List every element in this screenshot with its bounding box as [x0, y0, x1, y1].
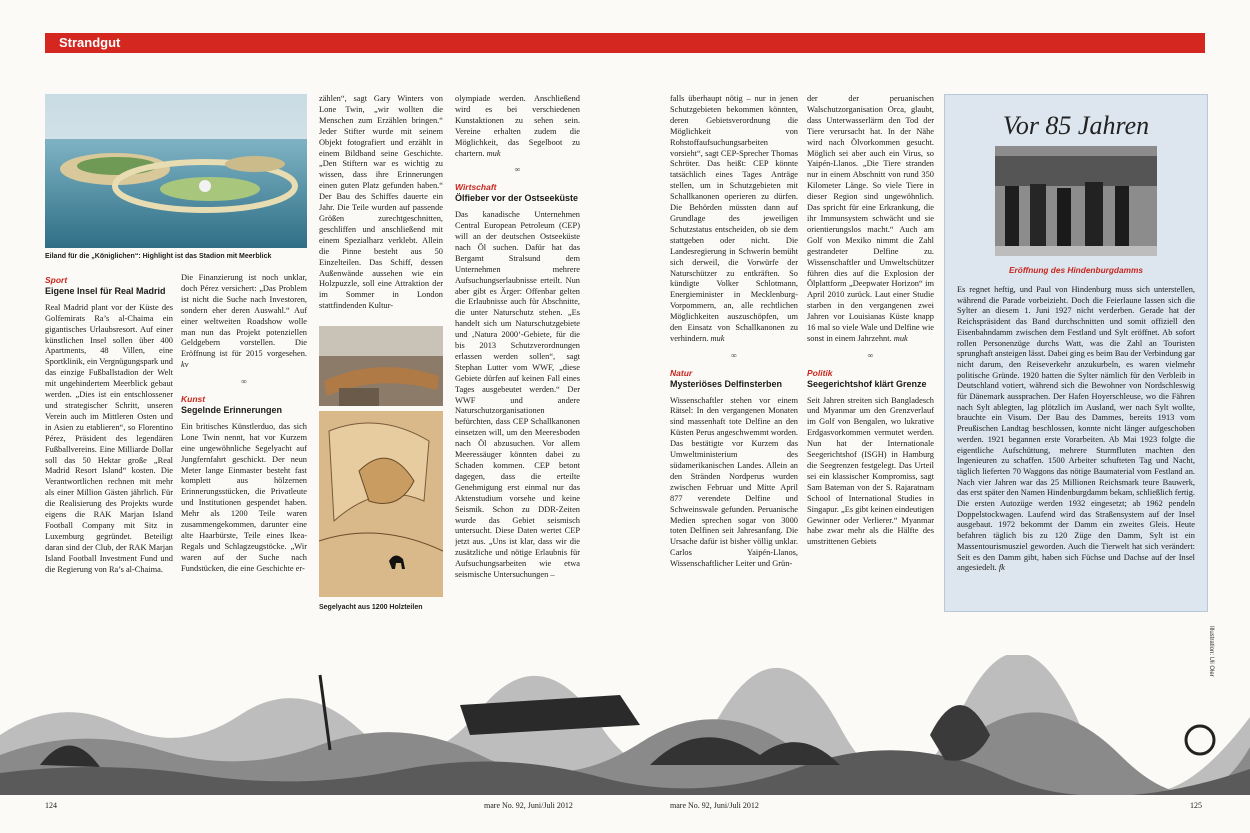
photo-caption: Eiland für die „Königlichen“: Highlight ist das Stadion mit Meerblick	[45, 253, 272, 260]
headline-real-madrid: Eigene Insel für Real Madrid	[45, 285, 166, 296]
body-oelfieber: Das kanadische Unternehmen Central European Petroleum (CEP) will an der deutschen Ostseeküste nach Öl suchen. Dafür hat das Bergamt Stralsund dem Unternehmen mehrere Aufsuchungserlaubnisse erteilt. Nun aber gibt es Ärger: Offenbar gelten die Erlaubnisse auch für Abschnitte, die unter Naturschutz stehen. „Es handelt sich um Naturschutzgebiete und ‚Natura 2000‘-Gebiete, für die bis 2013 Schutzverordnungen erlassen werden sollen“, sagt Stephan Lutter vom WWF, „diese Gebiete dürfen auf keinen Fall eines Tages ausgebeutet werden.“ Der WWF und andere Naturschutzorganisationen befürchten, dass CEP Schallkanonen einsetzen will, um den Meeresboden nach Öl abzusuchen. Vor allem Meeressäuger könnten dabei zu Schaden kommen. CEP betont dagegen, dass die erteilte Genehmigung erst einmal nur das Aktenstudium vorsehe und keine Seismik. Schon zu DDR-Zeiten wurde das Gebiet seismisch untersucht. Diese Daten wertet CEP jetzt aus. „Uns ist klar, dass wir die zusätzliche und nötige Erlaubnis für Aufsuchungsarbeiten wie etwa seismische Untersuchungen –	[455, 210, 580, 580]
body-segelnde: Ein britisches Künstlerduo, das sich Lone Twin nennt, hat vor Kurzem eine ungewöhnliche Segelyacht auf Jungfernfahrt geschickt. Der neun Meter lange Einmaster besteht fast komplett aus hölzernen Erinnerungsstücken, die Privatleute und Institutionen gespendet haben. Mehr als 1200 Teile waren zusammengekommen, darunter eine alte Haarbürste, Teile eines Ikea-Regals und Schlagzeugstöcke. „Wir waren auf der Suche nach Fundstücken, die eine Geschichte er-	[181, 421, 307, 573]
wood-puzzle-photo	[319, 411, 443, 597]
page-number-right: 125	[1190, 801, 1202, 810]
sidebar-title: Vor 85 Jahren	[1002, 111, 1150, 140]
article-col5	[670, 94, 798, 614]
kicker-wirtschaft: Wirtschaft	[455, 182, 497, 193]
article-real-madrid	[45, 273, 173, 613]
kicker-kunst: Kunst	[181, 394, 206, 405]
island-resort-photo	[45, 94, 307, 248]
kicker-politik: Politik	[807, 367, 833, 378]
separator-icon: ∞	[867, 350, 874, 360]
section-banner	[45, 33, 1205, 53]
body-segelnde-cont: zählen“, sagt Gary Winters von Lone Twin, „wir wollten die Menschen zum Erzählen bringen.“ Jeder Stifter wurde mit seinem Objekt fotografiert und erzählt in einem Bildband seine Geschichte. „Den Stiftern war es wichtig zu wissen, dass ihre Erinnerungen einen guten Platz gefunden haben.“ Der Bau des Schiffes dauerte ein Jahr. Die Teile wurden auf passende Größen zurechtgeschnitten, geschliffen und anschließend mit einem Spezialharz verklebt. Allein die Pinne besteht aus 50 Einzelteilen. Das Schiff, dessen Außenwände aussehen wie ein Holzpuzzle, soll eine Attraktion der im Sommer in London stattfindenden Kultur-	[319, 94, 443, 311]
kicker-natur: Natur	[670, 367, 693, 378]
separator-icon: ∞	[241, 377, 247, 387]
section-title: Strandgut	[59, 35, 121, 50]
sidebar-signature: fk	[998, 563, 1005, 573]
body-oelfieber-cont: falls überhaupt nötig – nur in jenen Schutzgebieten bekommen könnten, deren Gebietsverordnung die Möglichkeit von Rohstoffaufsuchungsarbeiten vorsieht“, sagt CEP-Sprecher Thomas Schröter. Das heißt: CEP könnte tatsächlich eines Tages Anträge stellen, um in Schutzgebieten mit Schallkanonen operieren zu dürfen. Die Behörden müssten dann auf Grundlage des jeweiligen Schutzstatus entscheiden, ob sie dem stattgeben oder nicht. Die Landesregierung in Schwerin bemüht sich derweil, die Vorwürfe der Naturschützer zu entkräften. So kündigte Volker Schlotmann, Energieminister in Mecklenburg-Vorpommern, an, alle rechtlichen Möglichkeiten auszuschöpfen, um den Einsatz von Schallkanonen zu verhindern.	[670, 94, 798, 343]
body-segelnde-end: olympiade werden. Anschließend wird es bei verschiedenen Kunstaktionen zu sehen sein. Vereine erhalten zudem die Möglichkeit, das Segelboot zu chartern.	[455, 94, 580, 158]
sidebar-body: Es regnet heftig, und Paul von Hindenburg muss sich unterstellen, während die Parade vorbeizieht. Doch die Feierlaune lassen sich die Sylter an diesem 1. Juni 1927 nicht verderben. Gerade hat der Reichspräsident das Band durchschnitten und somit offiziell den Eisenbahndamm zwischen dem Festland und Sylt eröffnet. Ab sofort rollen Personenzüge durchs Watt, was die Zahl an Touristen sprunghaft ansteigen lässt. Dabei ging es beim Bau der Verbindung gar nicht darum, den Reiseverkehr anzukurbeln, es waren vielmehr politische Gründe. 1920 hatten die Sylter nämlich für den Verbleib in Deutschland votiert, während sich die Bewohner von Nordschleswig für Dänemark aussprachen. Der Hafen Hoyerschleuse, wo die Fähren nach Sylt ablegten, lag plötzlich im Ausland, wer nach Sylt wollte, brauchte ein Visum. Der Bau des Dammes, bereits 1913 vom Preußischen Landtag beschlossen, konnte nicht länger aufgeschoben werden. 1921 begannen erste Vorarbeiten. Ab Mai 1923 folgte die eigentliche Aufschüttung, mehrere Sturmfluten machten den Ingenieuren zu schaffen. 1500 Arbeiter schufteten Tag und Nacht, täglich lieferten 70 Waggons das nötige Baumaterial vom Festland an. Nach vier Jahren war das 25 Millionen Reichsmark teure Bauwerk, das erst später den Namen Hindenburgdamm bekam, schließlich fertig. Die ersten Autozüge werden 1932 eingesetzt; ab 1962 pendeln Doppelstockwagen. Laufend wird das Straßensystem auf der Insel ausgebaut. 1972 bekommt der Damm ein zweites Gleis. Heute befahren täglich bis zu 120 Züge den Damm, Sylt ist ein Massentourismusziel geworden. Auch die Tierwelt hat sich verändert: Seit es den Damm gibt, haben sich Füchse und Dachse auf der Insel angesiedelt.	[957, 285, 1195, 573]
headline-oelfieber: Ölfieber vor der Ostseeküste	[455, 193, 579, 204]
kicker-sport: Sport	[45, 275, 68, 285]
body-delfinsterben: Wissenschaftler stehen vor einem Rätsel: In den vergangenen Monaten sind massenhaft tote Delfine an den Küsten Perus angeschwemmt worden. Das bestätigte vor Kurzem das Umweltministerium des südamerikanischen Landes. Allein an den Stränden Nordperus wurden zwischen Februar und Mitte April 877 verendete Delfine und Schweinswale gefunden. Peruanische Medien sprechen sogar von 3000 toten Delfinen seit Jahresanfang. Die Ursache dafür ist bisher völlig unklar. Carlos Yaipén-Llanos, Wissenschaftlicher Leiter und Grün-	[670, 395, 798, 569]
separator-icon: ∞	[731, 350, 737, 360]
folio-left: mare No. 92, Juni/Juli 2012	[484, 801, 573, 810]
separator-icon: ∞	[514, 165, 521, 175]
illustration-credit: Illustration: Uli Oler	[1208, 626, 1214, 677]
sea-illustration	[0, 655, 1250, 795]
signature-muk-2: muk	[710, 333, 725, 343]
article-col6	[807, 94, 934, 614]
signature-muk-1: muk	[486, 148, 501, 158]
body-real-madrid-cont: Die Finanzierung ist noch unklar, doch Pérez versichert: „Das Problem ist nicht die Suche nach Investoren, sondern eher deren Auswahl.“ Auf einer weltweiten Roadshow wolle man nun das Projekt potenziellen Geldgebern vorstellen. Die Eröffnung ist für 2015 vorgesehen.	[181, 273, 307, 359]
body-real-madrid: Real Madrid plant vor der Küste des Golfemirats Ra’s al-Chaima ein gigantisches Urlaubsresort. Auf einer künstlichen Insel sollen über 400 Apartments, 48 Villen, eine Sportklinik, ein Vergnügungspark und das einzige Fußballstadion der Welt mit ungehindertem Meerblick gebaut werden. „Dies ist ein entschlossener und strategischer Schritt, unseren Verein auch im Mittleren Osten und in Asien zu etablieren“, so Florentino Pérez, Präsident des legendären Fußballvereins. Eine Milliarde Dollar soll das 50 Hektar große „Real Madrid Resort Island“ kosten. Die Verantwortlichen rechnen mit mehr als einer Million Gästen jährlich. Für die Realisierung des Projekts wurde eigens die RAK Marjan Island Football Company mit Sitz in Luxemburg gegründet. Beteiligt daran sind der Club, der RAK Marjan Island Football Investment Fund und die Regierung von Ra’s al-Chaima.	[45, 302, 173, 574]
article-col3	[319, 94, 443, 324]
article-col4	[455, 94, 580, 614]
article-col2	[181, 273, 307, 613]
sidebar-caption: Eröffnung des Hindenburgdamms	[1009, 265, 1143, 275]
signature-kv: kv	[181, 360, 189, 370]
headline-seegerichtshof: Seegerichtshof klärt Grenze	[807, 378, 927, 389]
boat-workshop-photo	[319, 326, 443, 406]
signature-muk-3: muk	[893, 333, 908, 343]
hindenburgdamm-photo	[995, 146, 1157, 256]
photo-caption-yacht: Segelyacht aus 1200 Holzteilen	[319, 604, 423, 611]
body-seegerichtshof: Seit Jahren streiten sich Bangladesch und Myanmar um den Grenzverlauf im Golf von Bengalen, wo lukrative Erdgasvorkommen vermutet werden. Nun hat der Internationale Seegerichtshof (ISGH) in Hamburg die Seegrenzen festgelegt. Das Urteil sei ein klassischer Kompromiss, sagt Sam Bateman von der S. Rajaratnam School of International Studies in Singapur. „Es gibt keinen eindeutigen Gewinner oder Verlierer.“ Myanmar habe zwar mehr als die Hälfte des umstrittenen Gebiets	[807, 395, 934, 547]
headline-delfinsterben: Mysteriöses Delfinsterben	[670, 378, 783, 389]
sidebar-body-wrap	[957, 285, 1195, 574]
page-number-left: 124	[45, 801, 57, 810]
sidebar-vor-85-jahren	[944, 94, 1208, 612]
body-delfinsterben-cont: der der peruanischen Walschutzorganisation Orca, glaubt, dass Unterwasserlärm den Tod der Tiere verursacht hat. In der Nähe wird nach Ölvorkommen gesucht. Möglich sei aber auch ein Virus, so Yaipén-Llanos. „Die Tiere stranden nur in einem Abschnitt von rund 350 Kilometer Länge. So viele Tiere in dieser Region sind ungewöhnlich. Das spricht für eine Erkrankung, die ihr Immunsystem schwächt und sie orientierungslos macht.“ Auch am Golf von Mexiko nimmt die Zahl gestrandeter Delfine zu. Wissenschaftler und Umweltschützer führen dies auf die Explosion der Ölplattform „Deepwater Horizon“ im April 2010 zurück. Laut einer Studie starben in den vergangenen zwei Jahren vor Louisianas Küste knapp 16 mal so viele Wale und Delfine wie sonst in einem Jahrzehnt.	[807, 94, 934, 343]
headline-segelnde: Segelnde Erinnerungen	[181, 404, 283, 415]
folio-right: mare No. 92, Juni/Juli 2012	[670, 801, 759, 810]
